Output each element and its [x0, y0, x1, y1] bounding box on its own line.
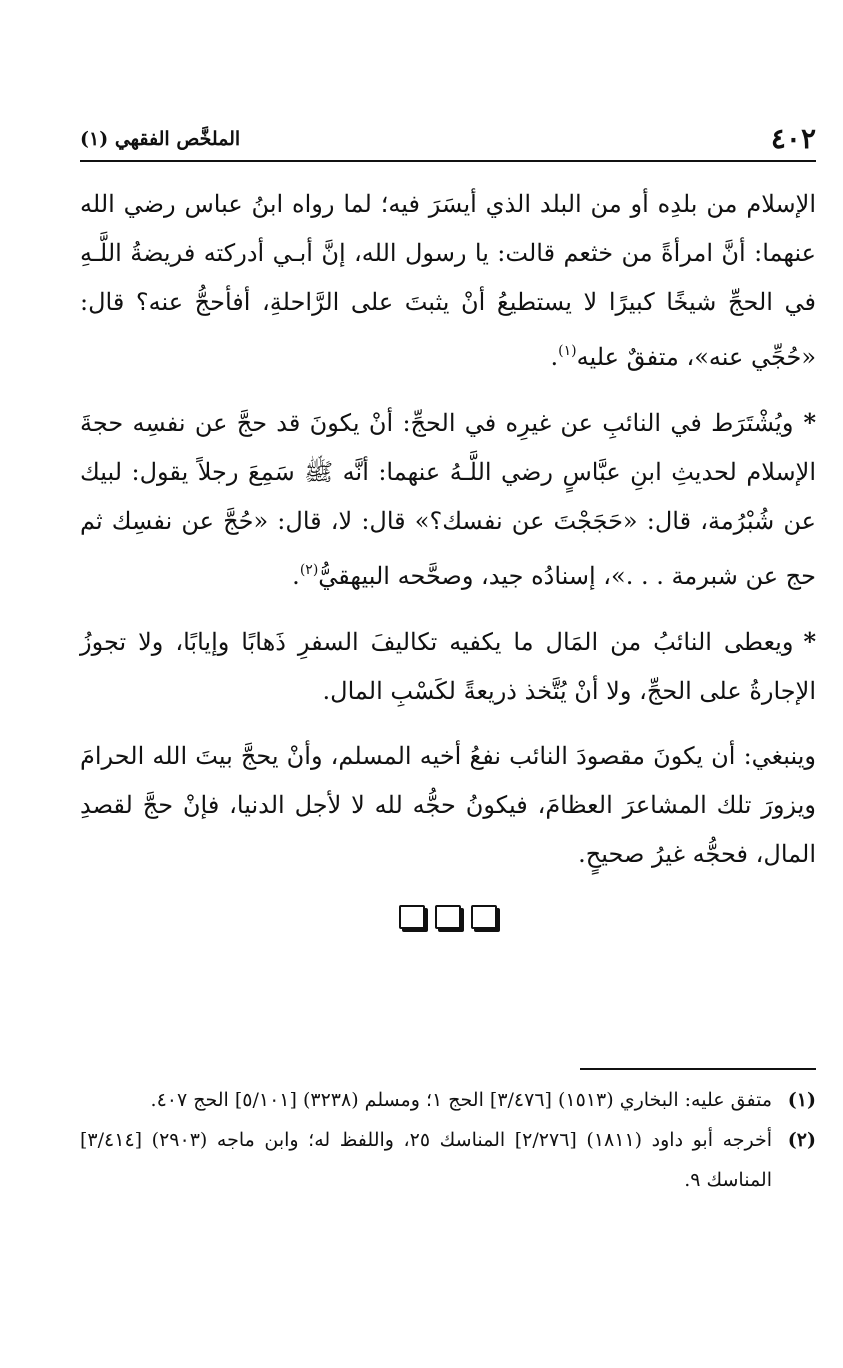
- paragraph-3-text: ويعطى النائبُ من المَال ما يكفيه تكاليفَ السفرِ ذَهابًا وإيابًا، ولا تجوزُ الإجارةُ على الحجِّ، ولا أنْ يُتَّخذ ذريعةً لكَسْبِ المال.: [80, 628, 816, 705]
- paragraph-1-text: الإسلام من بلدِه أو من البلد الذي أيسَرَ فيه؛ لما رواه ابنُ عباس رضي الله عنهما: أنَّ امرأةً من خثعم قالت: يا رسول الله، إنَّ أبـي أدركته فريضةُ اللَّـهِ في الحجِّ شيخًا كبيرًا لا يستطيعُ أنْ يثبتَ على الرَّاحلةِ، أفأحجُّ عنه؟ قال: «حُجِّي عنه»، متفقٌ عليه: [80, 190, 816, 371]
- section-end-ornament: [80, 905, 816, 929]
- square-ornament-icon: [435, 905, 461, 929]
- footnote-1-number: (١): [787, 1089, 816, 1111]
- running-title: الملخَّص الفقهي (١): [80, 128, 241, 150]
- footnote-divider: [580, 1068, 816, 1070]
- footnote-2: [80, 1120, 816, 1200]
- square-ornament-icon: [471, 905, 497, 929]
- page-header: [80, 118, 816, 158]
- footnote-2-text: أخرجه أبو داود (١٨١١) [٢/٢٧٦] المناسك ٢٥، واللفظ له؛ وابن ماجه (٢٩٠٣) [٣/٤١٤] المناسك ٩.: [80, 1129, 773, 1191]
- footnote-ref-1[interactable]: (١): [558, 343, 577, 359]
- paragraph-2-text: ويُشْتَرَط في النائبِ عن غيرِه في الحجِّ: أنْ يكونَ قد حجَّ عن نفسِه حجةَ الإسلام لحديثِ ابنِ عبَّاسٍ رضي اللَّـهُ عنهما: أنَّه ﷺ سَمِعَ رجلاً يقول: لبيك عن شُبْرُمة، قال: «حَجَجْتَ عن نفسك؟» قال: لا، قال: «حُجَّ عن نفسِك ثم حج عن شبرمة . . .»، إسنادُه جيد، وصحَّحه البيهقيُّ: [80, 409, 816, 590]
- footnote-ref-2[interactable]: (٢): [299, 562, 319, 578]
- paragraph-3: [80, 617, 816, 716]
- paragraph-1: الإسلام من بلدِه أو من البلد الذي أيسَرَ فيه؛ لما رواه ابنُ عباس رضي الله عنهما: أنَّ امرأةً من خثعم قالت: يا رسول الله، إنَّ أبـي أدركته فريضةُ اللَّـهِ في الحجِّ شيخًا كبيرًا لا يستطيعُ أنْ يثبتَ على الرَّاحلةِ، أفأحجُّ عنه؟ قال: «حُجِّي عنه»، متفقٌ عليه$^{(١)}$.: [80, 190, 816, 371]
- paragraph-2: *ويُشْتَرَط في النائبِ عن غيرِه في الحجِّ: أنْ يكونَ قد حجَّ عن نفسِه حجةَ الإسلام لحديثِ ابنِ عبَّاسٍ رضي اللَّـهُ عنهما: أنَّه ﷺ سَمِعَ رجلاً يقول: لبيك عن شُبْرُمة، قال: «حَجَجْتَ عن نفسك؟» قال: لا، قال: «حُجَّ عن نفسِك ثم حج عن شبرمة . . .»، إسنادُه جيد، وصحَّحه البيهقيُّ$^{(٢)}$.: [80, 408, 816, 590]
- footnotes: [80, 1080, 816, 1200]
- main-text: [80, 180, 816, 929]
- header-divider: [80, 160, 816, 162]
- asterisk-bullet-icon: *: [803, 627, 816, 656]
- square-ornament-icon: [399, 905, 425, 929]
- page-number: ٤٠٢: [770, 122, 816, 155]
- footnote-2-number: (٢): [787, 1129, 816, 1151]
- footnote-1-text: متفق عليه: البخاري (١٥١٣) [٣/٤٧٦] الحج ١؛ ومسلم (٣٢٣٨) [٥/١٠١] الحج ٤٠٧.: [150, 1089, 772, 1111]
- paragraph-4: [80, 732, 816, 879]
- asterisk-bullet-icon: *: [803, 408, 816, 437]
- paragraph-4-text: وينبغي: أن يكونَ مقصودَ النائب نفعُ أخيه المسلم، وأنْ يحجَّ بيتَ الله الحرامَ ويزورَ تلك المشاعرَ العظامَ، فيكونُ حجُّه لله لا لأجل الدنيا، فإنْ حجَّ لقصدِ المال، فحجُّه غيرُ صحيحٍ.: [80, 742, 816, 868]
- footnote-1: [80, 1080, 816, 1120]
